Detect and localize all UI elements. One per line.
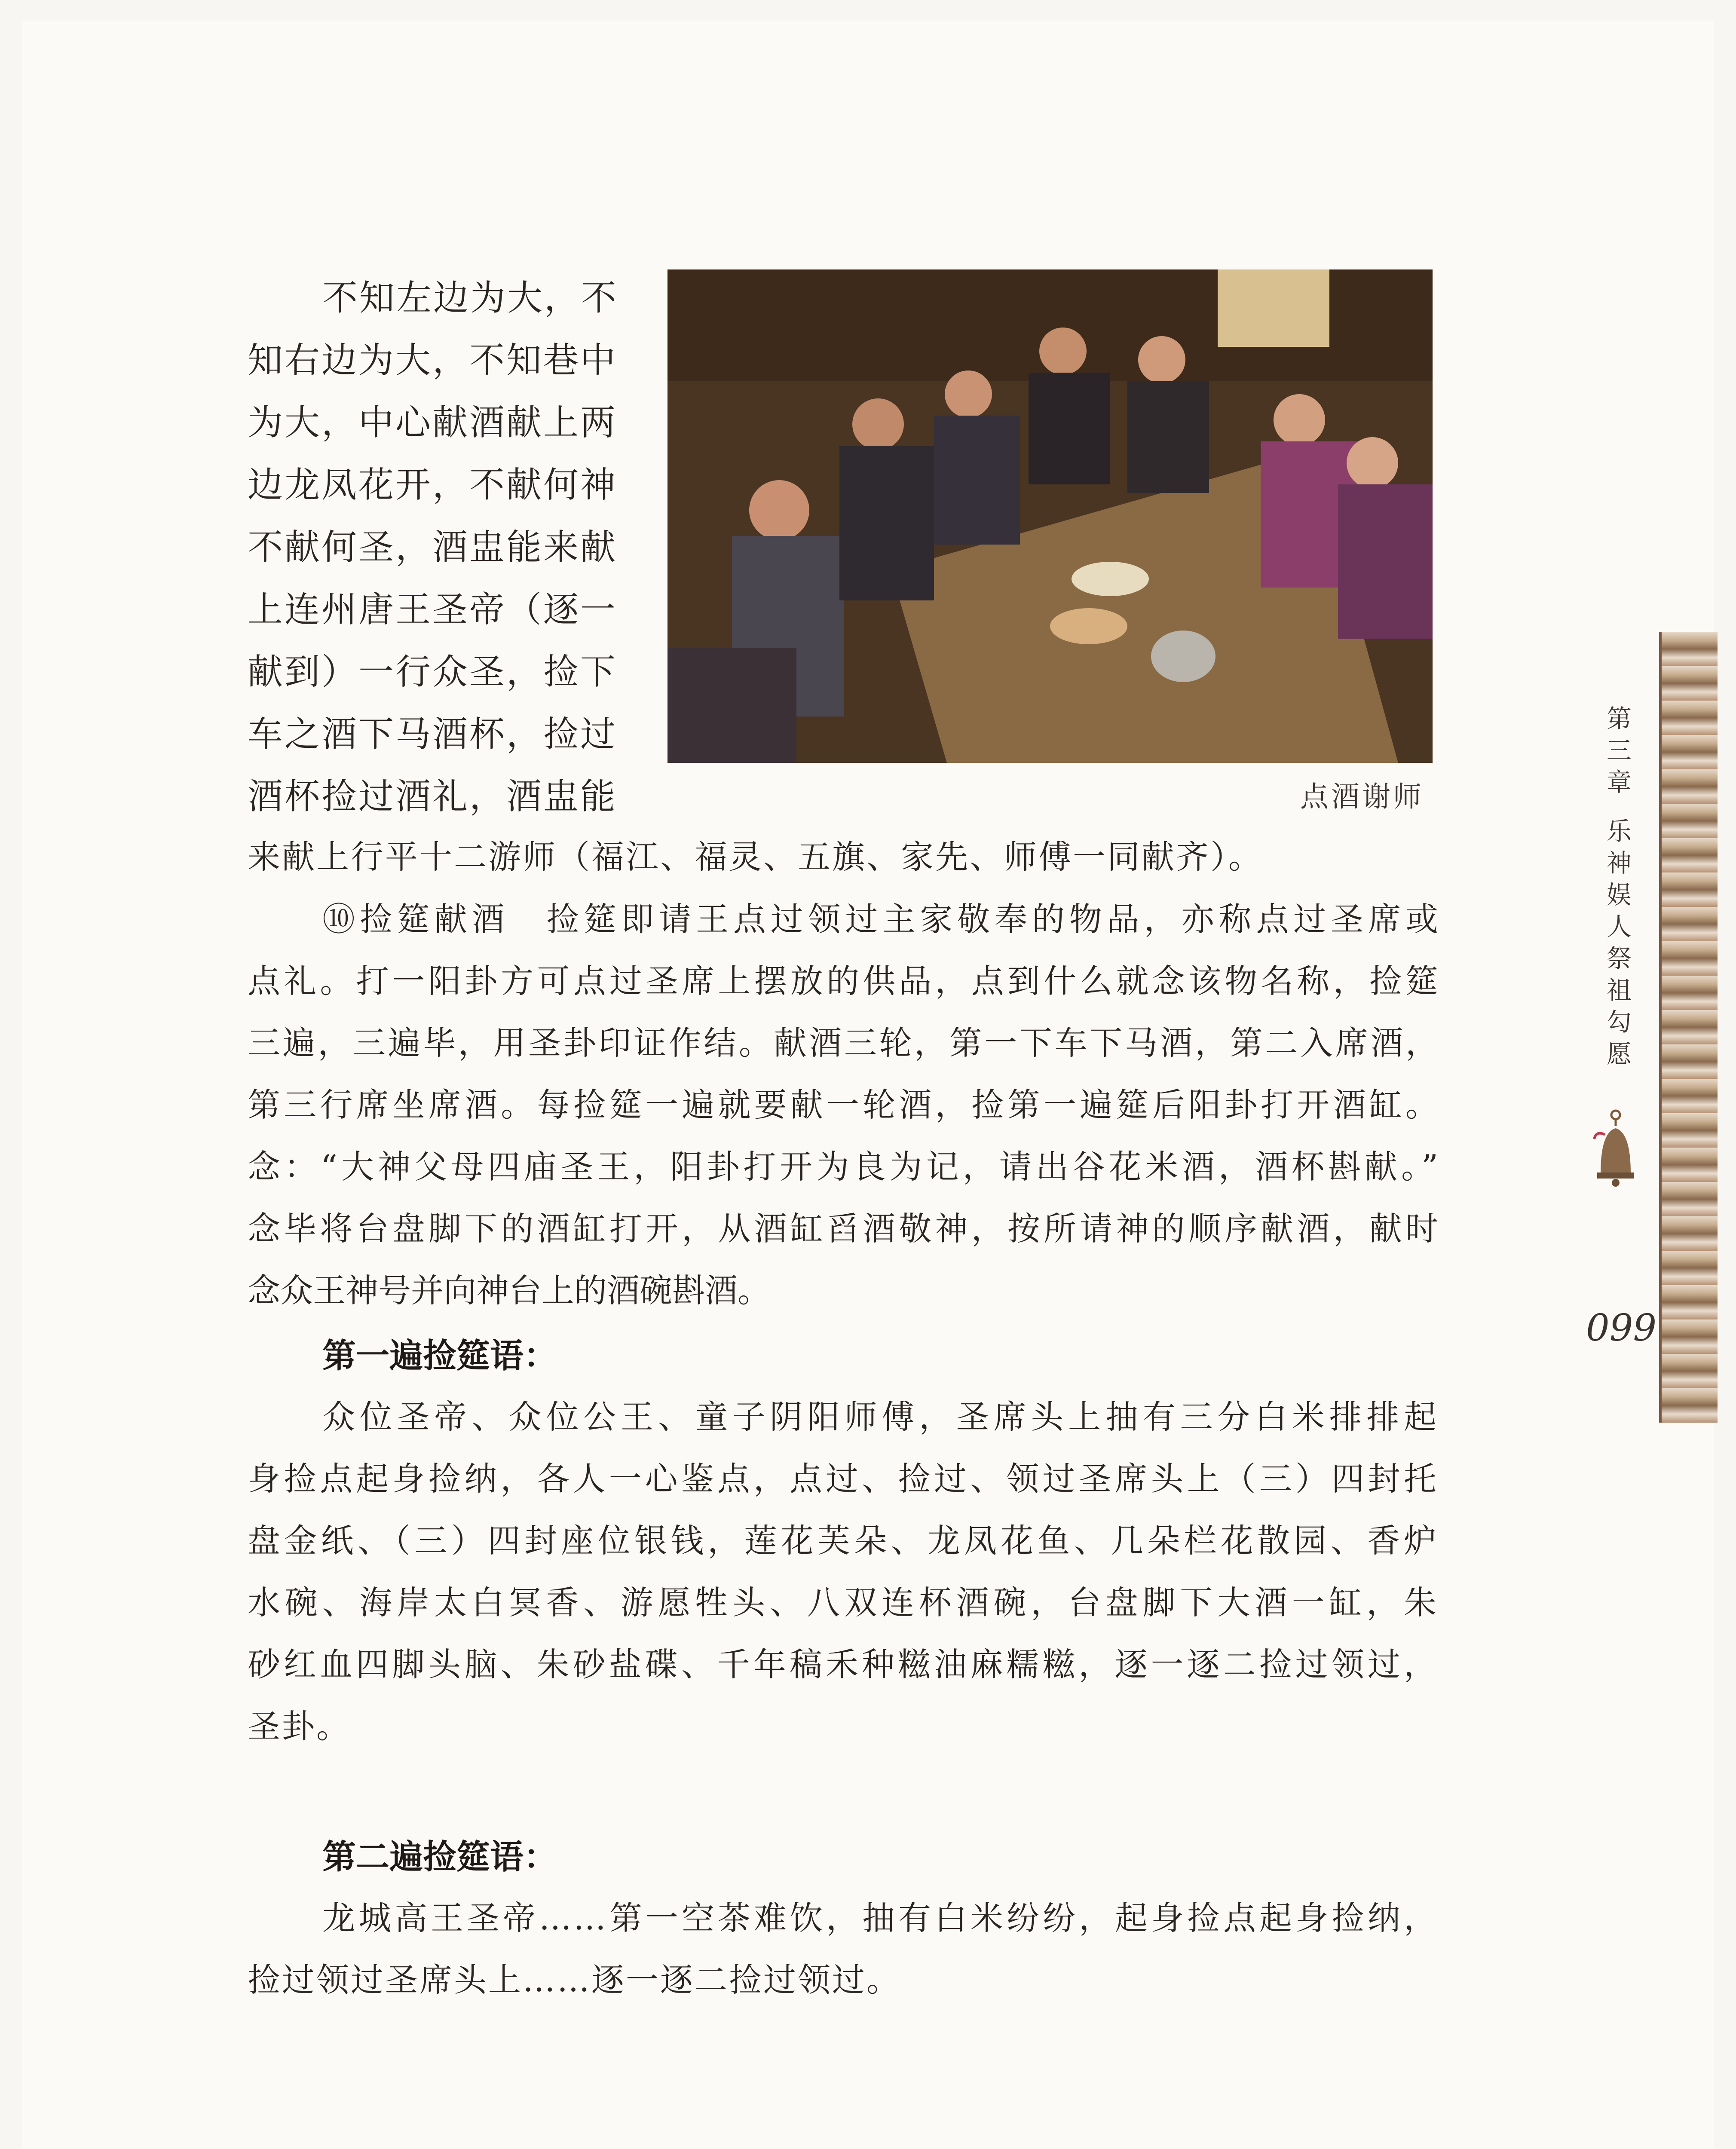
chapter-char: 人 <box>1606 912 1632 941</box>
wrap-line: 知右边为大，不知巷中 <box>248 340 618 381</box>
prayer-line: 众位圣帝、众位公王、童子阴阳师傅，圣席头上抽有三分白米排排起 <box>322 1398 1438 1436</box>
wrap-line: 为大，中心献酒献上两 <box>248 402 618 443</box>
heading-first-prayer: 第一遍捡筵语： <box>322 1337 557 1375</box>
wrap-line: 酒杯捡过酒礼，酒盅能 <box>248 776 618 817</box>
bell-icon <box>1588 1109 1644 1191</box>
chapter-char: 祖 <box>1606 976 1632 1005</box>
heading-second-prayer: 第二遍捡筵语： <box>322 1838 557 1877</box>
wrap-line: 上连州唐王圣帝（逐一 <box>248 589 618 630</box>
section-line: 点礼。打一阳卦方可点过圣席上摆放的供品，点到什么就念该物名称，捡筵 <box>248 962 1438 1000</box>
chapter-title-vertical <box>1595 703 1643 1070</box>
section-line: 念：“大神父母四庙圣王，阳卦打开为良为记，请出谷花米酒，酒杯斟献。” <box>248 1148 1438 1186</box>
page-number: 099 <box>1586 1307 1657 1350</box>
chapter-char: 乐 <box>1606 817 1632 846</box>
chapter-char: 章 <box>1606 768 1632 797</box>
chapter-char: 三 <box>1606 736 1632 765</box>
chapter-char: 祭 <box>1606 944 1632 973</box>
chapter-char: 神 <box>1606 848 1632 878</box>
wrap-line: 边龙凤花开，不献何神 <box>248 465 618 505</box>
wrap-line: 车之酒下马酒杯，捡过 <box>248 714 618 755</box>
decorative-border <box>1659 632 1718 1423</box>
photo-caption: 点酒谢师 <box>1300 780 1424 813</box>
chapter-char: 勾 <box>1606 1007 1632 1037</box>
prayer-line: 身捡点起身捡纳，各人一心鉴点，点过、捡过、领过圣席头上（三）四封托 <box>248 1460 1438 1498</box>
prayer-line: 龙城高王圣帝……第一空茶难饮，抽有白米纷纷，起身捡点起身捡纳， <box>322 1899 1438 1937</box>
section-line: 第三行席坐席酒。每捡筵一遍就要献一轮酒，捡第一遍筵后阳卦打开酒缸。 <box>248 1086 1438 1124</box>
photo-ritual-feast <box>667 269 1433 763</box>
prayer-line: 圣卦。 <box>248 1707 351 1745</box>
chapter-gap <box>1595 798 1643 815</box>
wrap-tail-line: 来献上行平十二游师（福江、福灵、五旗、家先、师傅一同献齐）。 <box>248 838 1263 876</box>
wrap-line: 献到）一行众圣，捡下 <box>248 652 618 692</box>
wrap-line: 不知左边为大，不 <box>322 278 618 318</box>
prayer-line: 捡过领过圣席头上……逐一逐二捡过领过。 <box>248 1961 901 1999</box>
section-line: 念毕将台盘脚下的酒缸打开，从酒缸舀酒敬神，按所请神的顺序献酒，献时 <box>248 1209 1438 1248</box>
wrap-line: 不献何圣，酒盅能来献 <box>248 527 618 568</box>
prayer-line: 水碗、海岸太白冥香、游愿牲头、八双连杯酒碗，台盘脚下大酒一缸，朱 <box>248 1583 1438 1622</box>
chapter-char: 娱 <box>1606 880 1632 909</box>
section-line: 念众王神号并向神台上的酒碗斟酒。 <box>248 1271 770 1310</box>
prayer-line: 盘金纸、（三）四封座位银钱，莲花芙朵、龙凤花鱼、几朵栏花散园、香炉 <box>248 1521 1438 1560</box>
chapter-char: 愿 <box>1606 1039 1632 1068</box>
section-line: 三遍，三遍毕，用圣卦印证作结。献酒三轮，第一下车下马酒，第二入席酒， <box>248 1024 1438 1062</box>
section-line: ⑩捡筵献酒 捡筵即请王点过领过主家敬奉的物品，亦称点过圣席或 <box>322 900 1438 938</box>
chapter-char: 第 <box>1606 704 1632 733</box>
prayer-line: 砂红血四脚头脑、朱砂盐碟、千年稿禾种糍油麻糯糍，逐一逐二捡过领过， <box>248 1645 1438 1684</box>
